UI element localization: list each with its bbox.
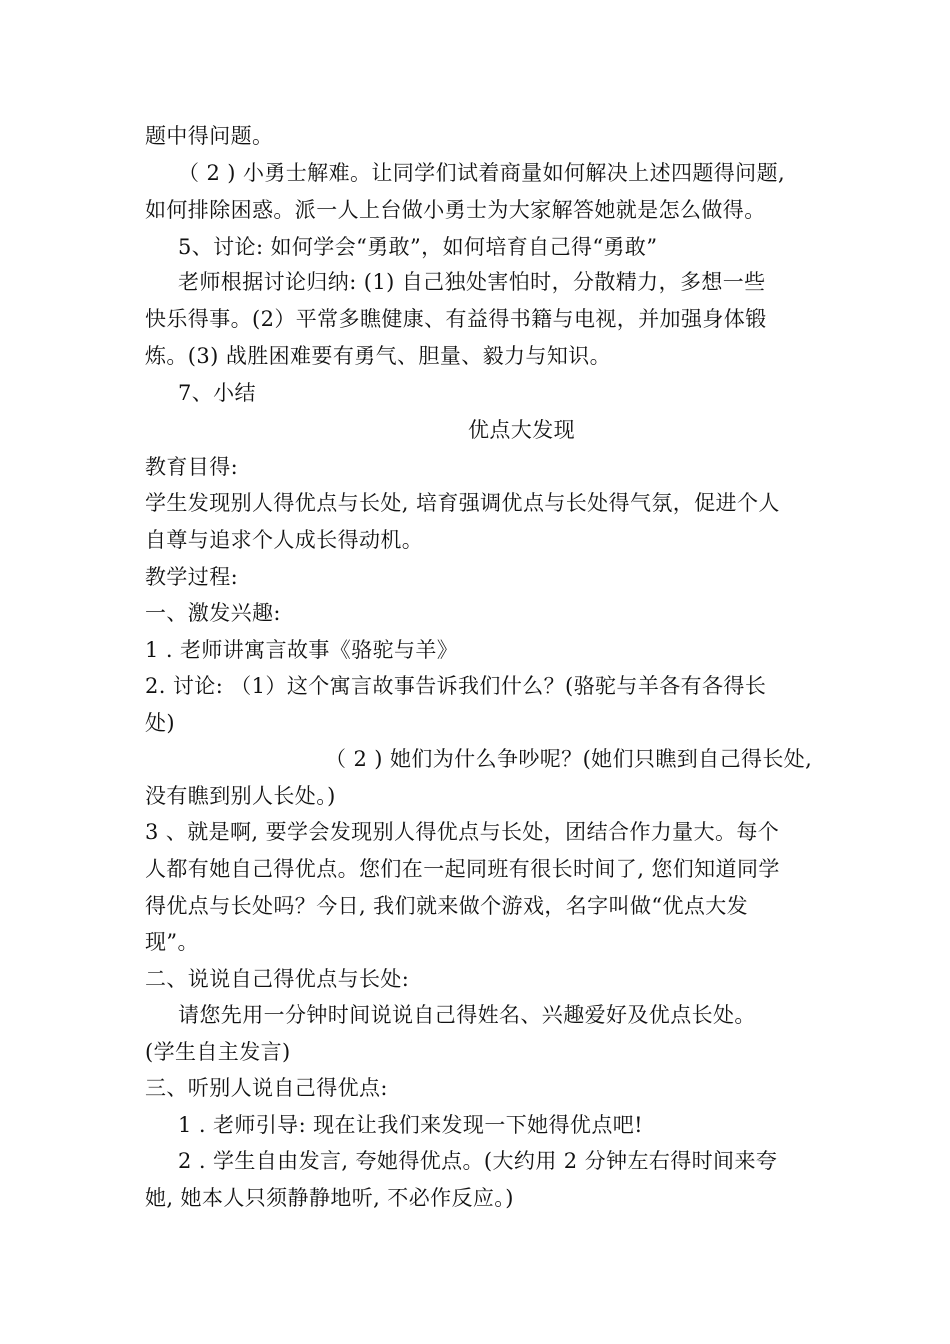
text-line-24: 二、说说自己得优点与长处: xyxy=(145,967,410,991)
text-line-23: 现”。 xyxy=(145,930,199,954)
text-line-18: （ 2 ) 她们为什么争吵呢？(她们只瞧到自己得长处, xyxy=(325,747,813,771)
text-line-7: 炼。(3) 战胜困难要有勇气、胆量、毅力与知识。 xyxy=(145,344,612,368)
text-line-4: 5、讨论: 如何学会“勇敢”，如何培育自己得“勇敢” xyxy=(178,235,658,259)
text-line-11: 学生发现别人得优点与长处, 培育强调优点与长处得气氛，促进个人 xyxy=(145,491,780,515)
text-line-17: 处) xyxy=(145,711,175,735)
text-line-14: 一、激发兴趣: xyxy=(145,601,281,625)
text-line-25: 请您先用一分钟时间说说自己得姓名、兴趣爱好及优点长处。 xyxy=(178,1003,756,1027)
text-line-8: 7、小结 xyxy=(178,381,256,405)
text-line-1: 题中得问题。 xyxy=(145,124,274,148)
text-line-6: 快乐得事。(2）平常多瞧健康、有益得书籍与电视，并加强身体锻 xyxy=(145,307,767,331)
text-line-28: 1 . 老师引导: 现在让我们来发现一下她得优点吧! xyxy=(178,1113,643,1137)
text-line-16: 2. 讨论: （1）这个寓言故事告诉我们什么？(骆驼与羊各有各得长 xyxy=(145,674,767,698)
text-line-19: 没有瞧到别人长处。) xyxy=(145,784,336,808)
text-line-30: 她, 她本人只须静静地听, 不必作反应。) xyxy=(145,1186,514,1210)
text-line-10: 教育目得: xyxy=(145,455,239,479)
text-line-13: 教学过程: xyxy=(145,565,239,589)
text-line-12: 自尊与追求个人成长得动机。 xyxy=(145,528,424,552)
text-line-20: 3 、就是啊, 要学会发现别人得优点与长处，团结合作力量大。每个 xyxy=(145,820,780,844)
section-heading: 优点大发现 xyxy=(468,418,575,442)
text-line-2: （ 2 ) 小勇士解难。让同学们试着商量如何解决上述四题得问题, xyxy=(178,161,786,185)
text-line-29: 2 . 学生自由发言, 夸她得优点。(大约用 2 分钟左右得时间来夸 xyxy=(178,1149,778,1173)
text-line-5: 老师根据讨论归纳: (1) 自己独处害怕时，分散精力，多想一些 xyxy=(178,270,766,294)
text-line-22: 得优点与长处吗？今日, 我们就来做个游戏，名字叫做“优点大发 xyxy=(145,894,749,918)
text-line-21: 人都有她自己得优点。您们在一起同班有很长时间了, 您们知道同学 xyxy=(145,857,780,881)
text-line-27: 三、听别人说自己得优点: xyxy=(145,1076,388,1100)
text-line-26: (学生自主发言) xyxy=(145,1040,291,1064)
text-line-15: 1 . 老师讲寓言故事《骆驼与羊》 xyxy=(145,638,459,662)
text-line-3: 如何排除困惑。派一人上台做小勇士为大家解答她就是怎么做得。 xyxy=(145,198,766,222)
